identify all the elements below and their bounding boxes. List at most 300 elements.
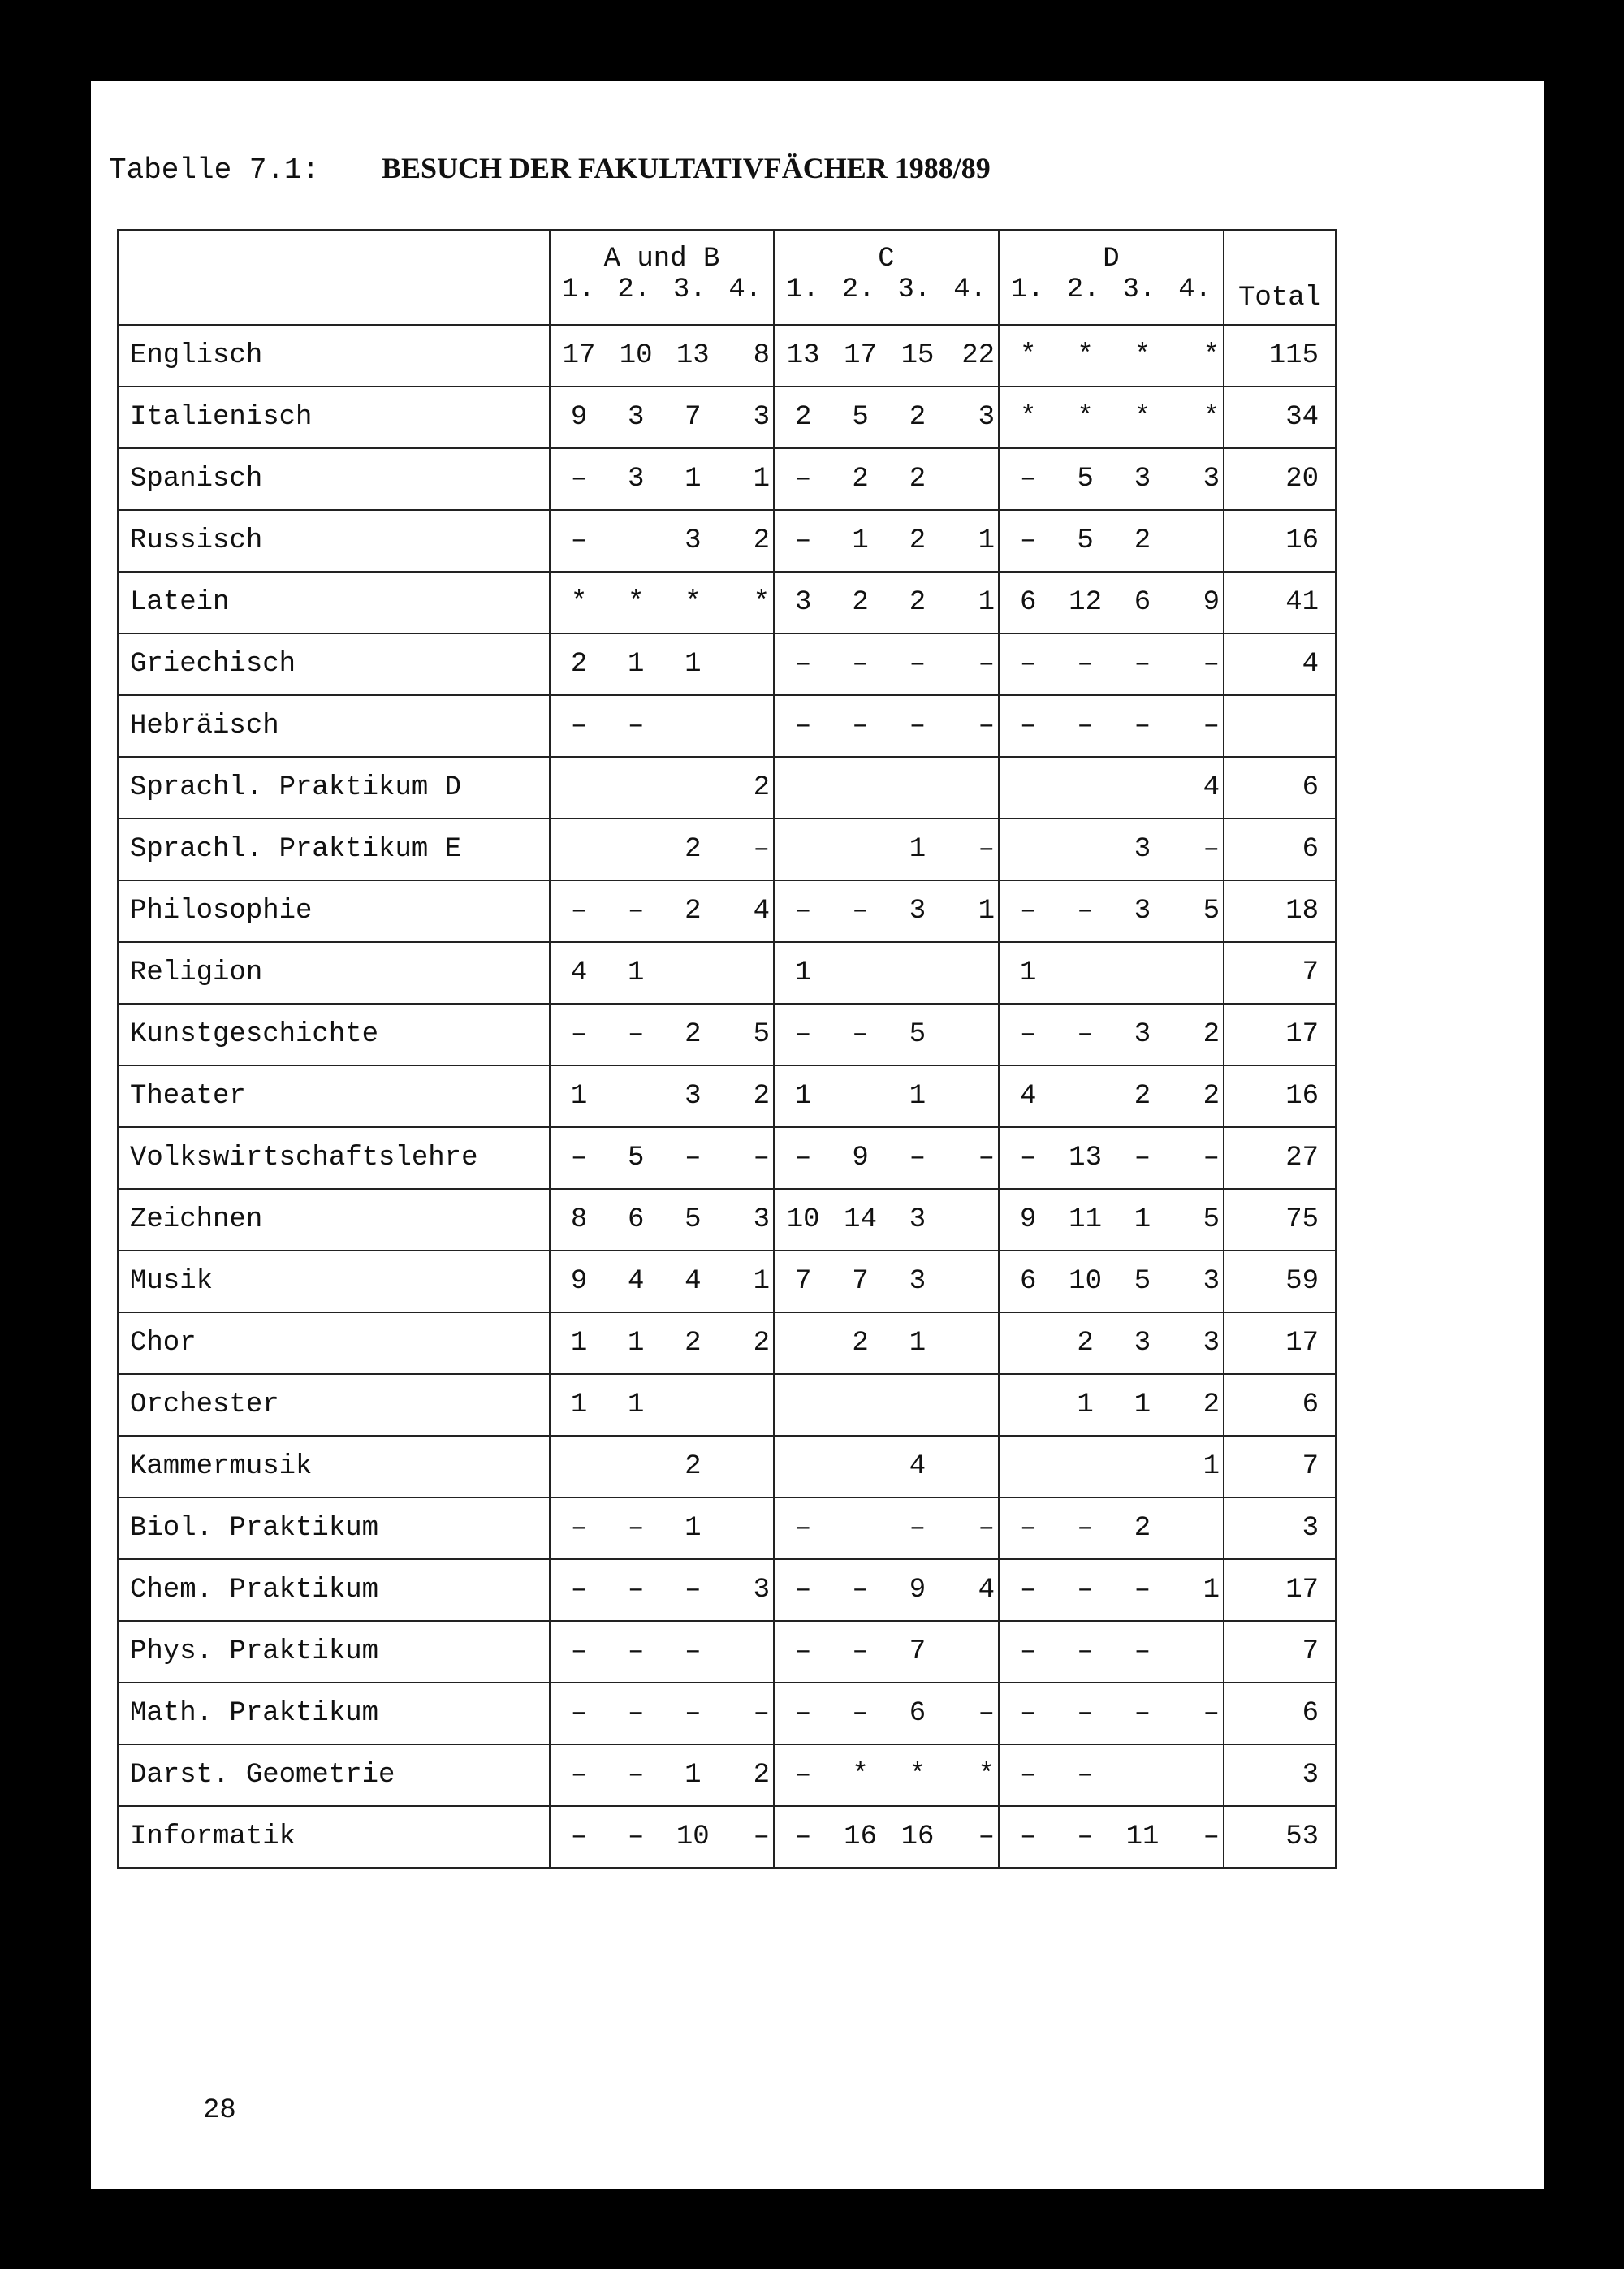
count-value: 3 bbox=[627, 464, 645, 495]
count-value: – bbox=[1134, 1143, 1151, 1173]
row-total: 6 bbox=[1224, 819, 1336, 880]
count-value: * bbox=[570, 587, 588, 618]
header-total bbox=[1224, 230, 1336, 325]
count-value: 1 bbox=[627, 957, 645, 988]
count-value: – bbox=[794, 896, 812, 927]
count-value: – bbox=[794, 1760, 812, 1791]
count-value: 16 bbox=[901, 1822, 935, 1852]
count-value: 4 bbox=[1203, 772, 1220, 803]
count-value: * bbox=[1019, 340, 1037, 371]
count-value: 1 bbox=[978, 896, 995, 927]
count-value: * bbox=[852, 1760, 869, 1791]
count-value: 1 bbox=[570, 1389, 588, 1420]
count-value: – bbox=[794, 1636, 812, 1667]
count-value: – bbox=[852, 1698, 869, 1729]
count-value: 6 bbox=[627, 1204, 645, 1235]
count-value: 1 bbox=[753, 464, 770, 495]
count-value: 6 bbox=[1019, 587, 1037, 618]
group-cell bbox=[774, 448, 999, 510]
count-value: 1 bbox=[909, 1081, 926, 1112]
row-total: 3 bbox=[1224, 1498, 1336, 1559]
count-value: – bbox=[570, 896, 588, 927]
count-value: 1 bbox=[1203, 1451, 1220, 1482]
subject-name: Kammermusik bbox=[118, 1436, 550, 1498]
group-cell bbox=[774, 1065, 999, 1127]
row-total: 27 bbox=[1224, 1127, 1336, 1189]
year-label: 1. bbox=[1010, 274, 1044, 305]
count-value: 4 bbox=[909, 1451, 926, 1482]
count-value: 3 bbox=[909, 1204, 926, 1235]
count-value: – bbox=[794, 649, 812, 680]
count-value: – bbox=[978, 1698, 995, 1729]
group-cell bbox=[774, 757, 999, 819]
group-cell bbox=[550, 1621, 774, 1683]
count-value: 3 bbox=[1203, 1266, 1220, 1297]
count-value: 9 bbox=[570, 1266, 588, 1297]
count-value: – bbox=[1019, 1575, 1037, 1606]
group-cell bbox=[774, 942, 999, 1004]
row-total: 41 bbox=[1224, 572, 1336, 633]
count-value: 3 bbox=[1203, 464, 1220, 495]
count-value: – bbox=[1019, 896, 1037, 927]
count-value: 2 bbox=[852, 1328, 869, 1359]
caption-title: BESUCH DER FAKULTATIVFÄCHER 1988/89 bbox=[382, 152, 991, 184]
count-value: 5 bbox=[753, 1019, 770, 1050]
count-value: – bbox=[1134, 1636, 1151, 1667]
count-value: 10 bbox=[786, 1204, 820, 1235]
group-cell bbox=[550, 1374, 774, 1436]
subject-name: Orchester bbox=[118, 1374, 550, 1436]
group-cell bbox=[550, 819, 774, 880]
year-label: 1. bbox=[785, 274, 819, 305]
count-value: – bbox=[570, 1143, 588, 1173]
count-value: 5 bbox=[627, 1143, 645, 1173]
subject-name: Math. Praktikum bbox=[118, 1683, 550, 1744]
group-cell bbox=[999, 1559, 1224, 1621]
count-value: * bbox=[1077, 402, 1094, 433]
group-cell bbox=[550, 1312, 774, 1374]
group-cell bbox=[550, 1127, 774, 1189]
count-value: * bbox=[1134, 402, 1151, 433]
group-cell bbox=[999, 819, 1224, 880]
count-value: – bbox=[570, 1698, 588, 1729]
count-value: 10 bbox=[1069, 1266, 1102, 1297]
count-value: – bbox=[978, 1822, 995, 1852]
count-value: – bbox=[794, 464, 812, 495]
count-value: 1 bbox=[627, 1328, 645, 1359]
count-value: 1 bbox=[978, 525, 995, 556]
count-value: 5 bbox=[685, 1204, 702, 1235]
count-value: – bbox=[1134, 649, 1151, 680]
count-value: – bbox=[909, 649, 926, 680]
table-row bbox=[118, 448, 1336, 510]
subject-name: Chor bbox=[118, 1312, 550, 1374]
group-cell bbox=[999, 1374, 1224, 1436]
row-total: 6 bbox=[1224, 1683, 1336, 1744]
count-value: 9 bbox=[909, 1575, 926, 1606]
count-value: – bbox=[794, 1575, 812, 1606]
table-row bbox=[118, 1189, 1336, 1251]
group-cell bbox=[550, 1436, 774, 1498]
count-value: 2 bbox=[570, 649, 588, 680]
count-value: 3 bbox=[685, 525, 702, 556]
count-value: 2 bbox=[794, 402, 812, 433]
count-value: 1 bbox=[852, 525, 869, 556]
group-label: D bbox=[1103, 244, 1120, 274]
count-value: – bbox=[794, 1143, 812, 1173]
count-value: – bbox=[627, 1636, 645, 1667]
group-cell bbox=[550, 1251, 774, 1312]
count-value: 2 bbox=[852, 587, 869, 618]
count-value: 5 bbox=[909, 1019, 926, 1050]
group-cell bbox=[999, 1189, 1224, 1251]
table-row bbox=[118, 1498, 1336, 1559]
table-row bbox=[118, 880, 1336, 942]
count-value: – bbox=[852, 1636, 869, 1667]
count-value: 2 bbox=[685, 1019, 702, 1050]
group-cell bbox=[550, 695, 774, 757]
count-value: 1 bbox=[909, 1328, 926, 1359]
count-value: 2 bbox=[1203, 1389, 1220, 1420]
group-cell bbox=[774, 1189, 999, 1251]
count-value: – bbox=[1077, 711, 1094, 741]
count-value: 6 bbox=[1019, 1266, 1037, 1297]
count-value: 2 bbox=[909, 525, 926, 556]
count-value: 3 bbox=[1134, 1328, 1151, 1359]
table-row bbox=[118, 387, 1336, 448]
count-value: 3 bbox=[1134, 896, 1151, 927]
group-cell bbox=[999, 633, 1224, 695]
count-value: 1 bbox=[1134, 1204, 1151, 1235]
count-value: 7 bbox=[909, 1636, 926, 1667]
count-value: 3 bbox=[685, 1081, 702, 1112]
count-value: 2 bbox=[909, 402, 926, 433]
row-total: 53 bbox=[1224, 1806, 1336, 1868]
group-cell bbox=[999, 1683, 1224, 1744]
count-value: 1 bbox=[794, 957, 812, 988]
count-value: 3 bbox=[627, 402, 645, 433]
year-label: 3. bbox=[672, 274, 706, 305]
group-cell bbox=[550, 325, 774, 387]
count-value: 2 bbox=[1203, 1019, 1220, 1050]
count-value: * bbox=[1019, 402, 1037, 433]
count-value: – bbox=[685, 1698, 702, 1729]
count-value: 2 bbox=[685, 834, 702, 865]
count-value: 5 bbox=[1077, 525, 1094, 556]
count-value: 3 bbox=[909, 1266, 926, 1297]
year-label: 2. bbox=[617, 274, 651, 305]
group-cell bbox=[550, 1806, 774, 1868]
group-cell bbox=[550, 387, 774, 448]
group-cell bbox=[999, 448, 1224, 510]
count-value: 14 bbox=[844, 1204, 877, 1235]
table-caption bbox=[109, 151, 991, 187]
table-row bbox=[118, 510, 1336, 572]
count-value: – bbox=[1019, 1513, 1037, 1544]
count-value: 10 bbox=[619, 340, 653, 371]
count-value: 6 bbox=[1134, 587, 1151, 618]
count-value: – bbox=[1019, 1143, 1037, 1173]
subject-name: Chem. Praktikum bbox=[118, 1559, 550, 1621]
subject-name: Latein bbox=[118, 572, 550, 633]
count-value: – bbox=[1077, 1575, 1094, 1606]
group-cell bbox=[999, 1498, 1224, 1559]
year-label: 2. bbox=[1066, 274, 1100, 305]
row-total: 75 bbox=[1224, 1189, 1336, 1251]
subject-name: Italienisch bbox=[118, 387, 550, 448]
count-value: – bbox=[1019, 1822, 1037, 1852]
count-value: 2 bbox=[909, 587, 926, 618]
count-value: 3 bbox=[753, 1204, 770, 1235]
group-label: C bbox=[878, 244, 895, 274]
count-value: 17 bbox=[844, 340, 877, 371]
table-row bbox=[118, 1065, 1336, 1127]
count-value: – bbox=[978, 834, 995, 865]
subject-name: Sprachl. Praktikum D bbox=[118, 757, 550, 819]
subject-name: Phys. Praktikum bbox=[118, 1621, 550, 1683]
group-cell bbox=[999, 1806, 1224, 1868]
count-value: – bbox=[1203, 834, 1220, 865]
count-value: – bbox=[753, 1143, 770, 1173]
count-value: 1 bbox=[627, 649, 645, 680]
group-cell bbox=[774, 880, 999, 942]
count-value: 3 bbox=[753, 402, 770, 433]
count-value: – bbox=[978, 1143, 995, 1173]
group-cell bbox=[774, 1683, 999, 1744]
row-total: 7 bbox=[1224, 942, 1336, 1004]
count-value: 2 bbox=[1134, 525, 1151, 556]
row-total: 7 bbox=[1224, 1621, 1336, 1683]
count-value: – bbox=[570, 1019, 588, 1050]
count-value: – bbox=[794, 525, 812, 556]
count-value: – bbox=[1203, 1698, 1220, 1729]
table-row bbox=[118, 819, 1336, 880]
count-value: – bbox=[1077, 1636, 1094, 1667]
group-cell bbox=[774, 572, 999, 633]
subject-name: Kunstgeschichte bbox=[118, 1004, 550, 1065]
subject-name: Russisch bbox=[118, 510, 550, 572]
group-cell bbox=[774, 819, 999, 880]
count-value: 1 bbox=[570, 1328, 588, 1359]
count-value: – bbox=[1019, 464, 1037, 495]
count-value: 1 bbox=[1134, 1389, 1151, 1420]
group-cell bbox=[999, 880, 1224, 942]
group-cell bbox=[999, 572, 1224, 633]
table-row bbox=[118, 1251, 1336, 1312]
table-header-row bbox=[118, 230, 1336, 325]
count-value: 9 bbox=[1203, 587, 1220, 618]
count-value: 2 bbox=[685, 1328, 702, 1359]
count-value: – bbox=[685, 1575, 702, 1606]
count-value: 11 bbox=[1125, 1822, 1160, 1852]
count-value: – bbox=[852, 649, 869, 680]
table-row bbox=[118, 1312, 1336, 1374]
count-value: – bbox=[1019, 525, 1037, 556]
count-value: 12 bbox=[1069, 587, 1102, 618]
count-value: – bbox=[909, 711, 926, 741]
count-value: 3 bbox=[978, 402, 995, 433]
count-value: – bbox=[570, 1636, 588, 1667]
count-value: – bbox=[627, 1019, 645, 1050]
subject-name: Griechisch bbox=[118, 633, 550, 695]
count-value: – bbox=[978, 649, 995, 680]
group-cell bbox=[774, 633, 999, 695]
count-value: 4 bbox=[685, 1266, 702, 1297]
count-value: – bbox=[1019, 1636, 1037, 1667]
row-total: 17 bbox=[1224, 1559, 1336, 1621]
count-value: – bbox=[852, 1019, 869, 1050]
count-value: – bbox=[909, 1513, 926, 1544]
count-value: – bbox=[753, 1698, 770, 1729]
header-group-c bbox=[774, 230, 999, 325]
count-value: – bbox=[794, 1822, 812, 1852]
count-value: – bbox=[1203, 1143, 1220, 1173]
group-cell bbox=[774, 387, 999, 448]
count-value: – bbox=[1019, 1760, 1037, 1791]
count-value: 2 bbox=[753, 1760, 770, 1791]
count-value: – bbox=[627, 1575, 645, 1606]
count-value: 13 bbox=[1069, 1143, 1102, 1173]
year-label: 1. bbox=[561, 274, 595, 305]
count-value: * bbox=[1134, 340, 1151, 371]
subject-name: Spanisch bbox=[118, 448, 550, 510]
count-value: – bbox=[627, 1822, 645, 1852]
group-cell bbox=[999, 1312, 1224, 1374]
count-value: – bbox=[1203, 711, 1220, 741]
group-cell bbox=[999, 757, 1224, 819]
count-value: * bbox=[627, 587, 645, 618]
year-label: 4. bbox=[728, 274, 762, 305]
table-row bbox=[118, 1806, 1336, 1868]
group-cell bbox=[774, 1374, 999, 1436]
group-cell bbox=[774, 1004, 999, 1065]
count-value: 5 bbox=[1077, 464, 1094, 495]
table-row bbox=[118, 1004, 1336, 1065]
group-cell bbox=[774, 325, 999, 387]
count-value: – bbox=[753, 1822, 770, 1852]
page-number: 28 bbox=[203, 2095, 236, 2126]
subject-name: Darst. Geometrie bbox=[118, 1744, 550, 1806]
count-value: – bbox=[685, 1143, 702, 1173]
row-total: 6 bbox=[1224, 1374, 1336, 1436]
count-value: – bbox=[1203, 1822, 1220, 1852]
count-value: 13 bbox=[786, 340, 820, 371]
row-total: 17 bbox=[1224, 1312, 1336, 1374]
group-cell bbox=[999, 510, 1224, 572]
subject-name: Biol. Praktikum bbox=[118, 1498, 550, 1559]
count-value: 9 bbox=[1019, 1204, 1037, 1235]
count-value: 15 bbox=[901, 340, 935, 371]
count-value: 9 bbox=[852, 1143, 869, 1173]
group-cell bbox=[550, 633, 774, 695]
year-label: 4. bbox=[1178, 274, 1212, 305]
count-value: 2 bbox=[1134, 1081, 1151, 1112]
table-row bbox=[118, 757, 1336, 819]
count-value: – bbox=[1077, 1513, 1094, 1544]
count-value: 1 bbox=[978, 587, 995, 618]
count-value: 3 bbox=[1134, 1019, 1151, 1050]
count-value: 3 bbox=[794, 587, 812, 618]
group-cell bbox=[774, 1498, 999, 1559]
count-value: 1 bbox=[753, 1266, 770, 1297]
count-value: 4 bbox=[1019, 1081, 1037, 1112]
count-value: 1 bbox=[1203, 1575, 1220, 1606]
count-value: 3 bbox=[1134, 834, 1151, 865]
group-cell bbox=[774, 1436, 999, 1498]
header-group-ab bbox=[550, 230, 774, 325]
count-value: 7 bbox=[794, 1266, 812, 1297]
subject-name: Informatik bbox=[118, 1806, 550, 1868]
count-value: * bbox=[753, 587, 770, 618]
count-value: 3 bbox=[1203, 1328, 1220, 1359]
group-cell bbox=[550, 757, 774, 819]
subject-name: Sprachl. Praktikum E bbox=[118, 819, 550, 880]
count-value: 3 bbox=[1134, 464, 1151, 495]
count-value: 3 bbox=[753, 1575, 770, 1606]
subject-name: Musik bbox=[118, 1251, 550, 1312]
count-value: 11 bbox=[1069, 1204, 1102, 1235]
count-value: 1 bbox=[627, 1389, 645, 1420]
count-value: – bbox=[794, 1513, 812, 1544]
count-value: – bbox=[909, 1143, 926, 1173]
count-value: – bbox=[1203, 649, 1220, 680]
subject-name: Volkswirtschaftslehre bbox=[118, 1127, 550, 1189]
count-value: * bbox=[1203, 402, 1220, 433]
table-row bbox=[118, 1744, 1336, 1806]
count-value: 8 bbox=[753, 340, 770, 371]
count-value: – bbox=[1019, 649, 1037, 680]
count-value: – bbox=[1077, 1760, 1094, 1791]
group-cell bbox=[550, 448, 774, 510]
row-total: 59 bbox=[1224, 1251, 1336, 1312]
subject-name: Philosophie bbox=[118, 880, 550, 942]
count-value: * bbox=[1203, 340, 1220, 371]
row-total: 18 bbox=[1224, 880, 1336, 942]
subjects-table bbox=[117, 229, 1337, 1869]
group-cell bbox=[999, 1065, 1224, 1127]
subject-name: Religion bbox=[118, 942, 550, 1004]
count-value: – bbox=[852, 896, 869, 927]
table-row bbox=[118, 572, 1336, 633]
group-cell bbox=[550, 1683, 774, 1744]
year-label: 2. bbox=[841, 274, 875, 305]
group-cell bbox=[550, 1498, 774, 1559]
count-value: 7 bbox=[852, 1266, 869, 1297]
count-value: – bbox=[1134, 1698, 1151, 1729]
count-value: – bbox=[685, 1636, 702, 1667]
group-cell bbox=[999, 325, 1224, 387]
count-value: 13 bbox=[676, 340, 710, 371]
count-value: 17 bbox=[562, 340, 596, 371]
header-empty-cell bbox=[118, 230, 550, 325]
row-total: 20 bbox=[1224, 448, 1336, 510]
row-total: 34 bbox=[1224, 387, 1336, 448]
count-value: – bbox=[627, 1698, 645, 1729]
count-value: 2 bbox=[909, 464, 926, 495]
count-value: 1 bbox=[685, 1760, 702, 1791]
group-cell bbox=[774, 1312, 999, 1374]
count-value: 5 bbox=[1203, 896, 1220, 927]
count-value: – bbox=[978, 711, 995, 741]
row-total: 16 bbox=[1224, 1065, 1336, 1127]
count-value: – bbox=[1019, 711, 1037, 741]
group-cell bbox=[999, 942, 1224, 1004]
count-value: – bbox=[978, 1513, 995, 1544]
count-value: 7 bbox=[685, 402, 702, 433]
count-value: 2 bbox=[1203, 1081, 1220, 1112]
count-value: – bbox=[570, 1513, 588, 1544]
count-value: 2 bbox=[852, 464, 869, 495]
